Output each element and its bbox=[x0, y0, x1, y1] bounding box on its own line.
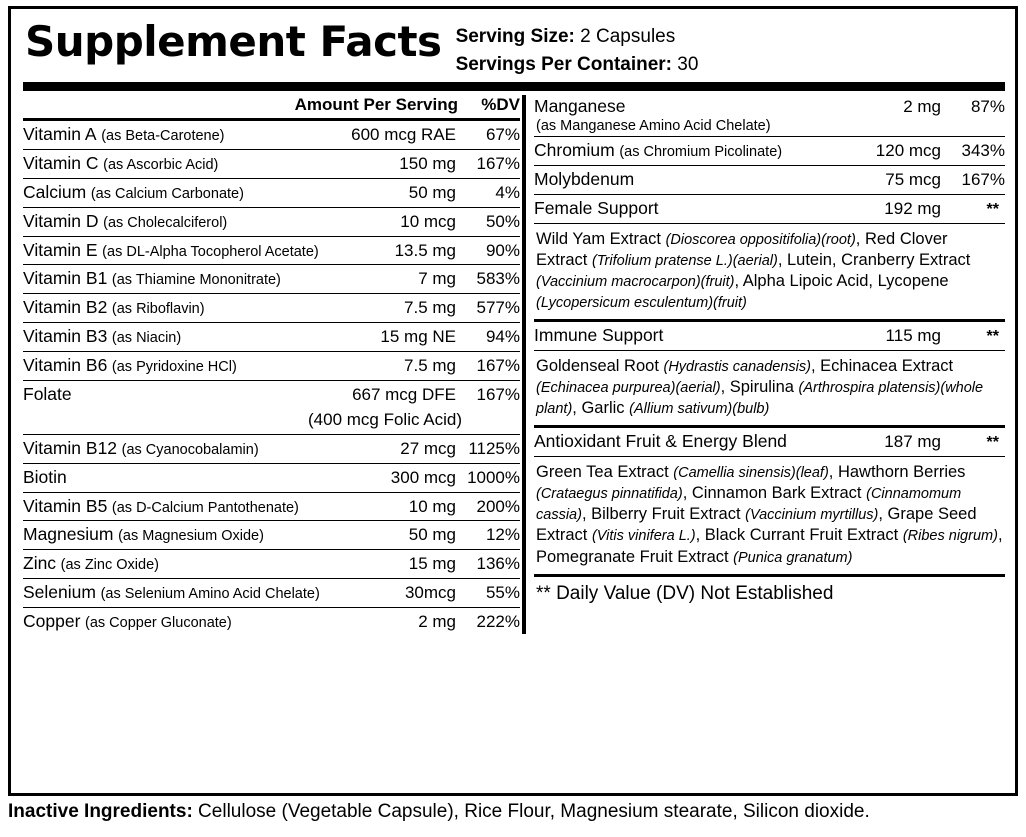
nutrient-name: Selenium (as Selenium Amino Acid Chelate) bbox=[23, 582, 320, 603]
column-divider bbox=[522, 95, 526, 634]
servings-per-container-value: 30 bbox=[677, 53, 699, 75]
nutrient-dv: 87% bbox=[970, 97, 1005, 117]
header-divider bbox=[23, 82, 1005, 91]
nutrient-amount: 30mcg bbox=[404, 583, 456, 603]
nutrient-dv: 1000% bbox=[467, 467, 520, 487]
nutrient-name: Vitamin E (as DL-Alpha Tocopherol Acetate) bbox=[23, 239, 319, 260]
serving-size-line bbox=[456, 23, 699, 51]
nutrient-amount: 50 mg bbox=[408, 525, 456, 545]
nutrient-amount: 2 mg bbox=[418, 612, 456, 632]
nutrient-name: Vitamin D (as Cholecalciferol) bbox=[23, 210, 228, 231]
table-row bbox=[23, 294, 520, 323]
nutrient-name: Vitamin B5 (as D-Calcium Pantothenate) bbox=[23, 495, 299, 516]
nutrient-amount: 150 mg bbox=[399, 153, 456, 173]
right-column bbox=[534, 93, 1005, 636]
blend-dv: ** bbox=[986, 434, 999, 452]
inactive-ingredients-label: Inactive Ingredients: bbox=[8, 801, 193, 822]
nutrient-dv: 50% bbox=[485, 211, 520, 231]
nutrient-amount: 10 mg bbox=[408, 496, 456, 516]
nutrient-amount: 50 mg bbox=[408, 182, 456, 202]
nutrient-amount: 75 mcg bbox=[885, 169, 941, 189]
blend-header-row bbox=[534, 428, 1005, 457]
table-row bbox=[534, 93, 1005, 118]
nutrient-dv: 4% bbox=[495, 182, 520, 202]
nutrient-dv: 12% bbox=[485, 525, 520, 545]
table-row bbox=[23, 352, 520, 381]
nutrient-dv: 94% bbox=[485, 327, 520, 347]
nutrient-name: Manganese bbox=[534, 96, 626, 117]
nutrient-name: Vitamin B3 (as Niacin) bbox=[23, 326, 182, 347]
folate-subline-row bbox=[23, 409, 520, 435]
nutrient-amount: 300 mcg bbox=[390, 467, 456, 487]
nutrient-amount: 10 mcg bbox=[400, 211, 456, 231]
inactive-ingredients-text: Cellulose (Vegetable Capsule), Rice Flour, Magnesium stearate, Silicon dioxide. bbox=[192, 801, 870, 822]
nutrient-dv: 200% bbox=[476, 496, 520, 516]
nutrient-dv: 1125% bbox=[468, 438, 520, 458]
table-row bbox=[23, 493, 520, 522]
page-title: Supplement Facts bbox=[25, 17, 442, 66]
table-row bbox=[23, 435, 520, 464]
nutrient-amount: 7.5 mg bbox=[404, 356, 456, 376]
nutrient-dv: 136% bbox=[476, 554, 520, 574]
table-row bbox=[534, 166, 1005, 195]
blend-amount: 192 mg bbox=[884, 198, 941, 218]
left-column bbox=[23, 93, 520, 636]
nutrient-dv: 343% bbox=[961, 140, 1005, 160]
nutrient-name: Copper (as Copper Gluconate) bbox=[23, 611, 232, 632]
amount-per-serving-header: Amount Per Serving bbox=[294, 95, 458, 115]
nutrient-dv: 67% bbox=[485, 125, 520, 145]
table-row bbox=[534, 137, 1005, 166]
nutrient-name: Chromium (as Chromium Picolinate) bbox=[534, 139, 783, 160]
table-row bbox=[23, 323, 520, 352]
blend-name: Immune Support bbox=[534, 325, 664, 346]
nutrient-dv: 167% bbox=[476, 356, 520, 376]
nutrient-amount: 13.5 mg bbox=[394, 240, 456, 260]
nutrient-dv: 583% bbox=[476, 269, 520, 289]
nutrient-name: Calcium (as Calcium Carbonate) bbox=[23, 181, 244, 202]
table-row bbox=[23, 265, 520, 294]
nutrient-name: Biotin bbox=[23, 466, 67, 487]
table-row bbox=[23, 521, 520, 550]
nutrient-dv: 167% bbox=[476, 384, 520, 404]
blend-dv: ** bbox=[986, 200, 999, 218]
servings-per-container-line bbox=[456, 51, 699, 79]
column-headers bbox=[23, 93, 520, 121]
blend-header-row bbox=[534, 322, 1005, 351]
nutrient-dv: 167% bbox=[961, 169, 1005, 189]
blend-amount: 187 mg bbox=[884, 432, 941, 452]
table-row bbox=[23, 208, 520, 237]
serving-info bbox=[456, 23, 699, 78]
blend-header-row bbox=[534, 195, 1005, 224]
table-row bbox=[23, 237, 520, 266]
blend-ingredients: Goldenseal Root (Hydrastis canadensis), Echinacea Extract (Echinacea purpurea)(aerial), Spirulina (Arthrospira platensis)(whole plant), Garlic (Allium sativum)(bulb) bbox=[534, 351, 1005, 428]
nutrient-dv: 222% bbox=[476, 612, 520, 632]
nutrient-amount: 2 mg bbox=[903, 97, 941, 117]
blend-ingredients: Wild Yam Extract (Dioscorea oppositifolia)(root), Red Clover Extract (Trifolium pratense L.)(aerial), Lutein, Cranberry Extract (Vaccinium macrocarpon)(fruit), Alpha Lipoic Acid, Lycopene (Lycopersicum esculentum)(fruit) bbox=[534, 224, 1005, 322]
blend-name: Female Support bbox=[534, 197, 659, 218]
servings-per-container-label: Servings Per Container: bbox=[455, 53, 673, 75]
nutrient-amount: 667 mcg DFE bbox=[352, 384, 456, 404]
nutrient-name: Magnesium (as Magnesium Oxide) bbox=[23, 524, 264, 545]
table-row bbox=[23, 121, 520, 150]
nutrition-columns bbox=[11, 93, 1015, 636]
nutrient-name: Vitamin C (as Ascorbic Acid) bbox=[23, 152, 219, 173]
nutrient-amount: 15 mg bbox=[408, 554, 456, 574]
nutrient-name: Vitamin A (as Beta-Carotene) bbox=[23, 124, 225, 145]
table-row bbox=[23, 179, 520, 208]
blend-dv: ** bbox=[986, 328, 999, 346]
nutrient-name: Zinc (as Zinc Oxide) bbox=[23, 553, 159, 574]
nutrient-dv: 577% bbox=[476, 298, 520, 318]
nutrient-dv: 90% bbox=[485, 240, 520, 260]
nutrient-name: Vitamin B1 (as Thiamine Mononitrate) bbox=[23, 268, 281, 289]
nutrient-name: Vitamin B12 (as Cyanocobalamin) bbox=[23, 437, 259, 458]
nutrient-amount: 15 mg NE bbox=[380, 327, 456, 347]
table-row bbox=[23, 381, 520, 409]
serving-size-label: Serving Size: bbox=[455, 26, 575, 47]
blend-amount: 115 mg bbox=[885, 326, 941, 346]
nutrient-dv: 167% bbox=[476, 153, 520, 173]
nutrient-amount: 27 mcg bbox=[400, 438, 456, 458]
nutrient-amount: 7 mg bbox=[418, 269, 456, 289]
blend-ingredients: Green Tea Extract (Camellia sinensis)(leaf), Hawthorn Berries (Crataegus pinnatifida), Cinnamon Bark Extract (Cinnamomum cassia), Bilberry Fruit Extract (Vaccinium myrtillus), Grape Seed Extract (Vitis vinifera L.), Black Currant Fruit Extract (Ribes nigrum), Pomegranate Fruit Extract (Punica granatum) bbox=[534, 457, 1005, 577]
manganese-source: (as Manganese Amino Acid Chelate) bbox=[534, 118, 1005, 137]
nutrient-amount: 7.5 mg bbox=[404, 298, 456, 318]
table-row bbox=[23, 150, 520, 179]
table-row bbox=[23, 608, 520, 636]
table-row bbox=[23, 550, 520, 579]
folate-subline: (400 mcg Folic Acid) bbox=[308, 409, 462, 429]
dv-header: %DV bbox=[481, 95, 520, 115]
nutrient-name: Folate bbox=[23, 383, 72, 404]
table-row bbox=[23, 464, 520, 493]
inactive-ingredients bbox=[8, 800, 1018, 825]
nutrient-amount: 600 mcg RAE bbox=[351, 125, 456, 145]
blend-name: Antioxidant Fruit & Energy Blend bbox=[534, 431, 787, 452]
nutrient-name: Molybdenum bbox=[534, 168, 635, 189]
nutrient-name: Vitamin B6 (as Pyridoxine HCl) bbox=[23, 355, 237, 376]
nutrient-amount: 120 mcg bbox=[875, 140, 941, 160]
nutrient-name: Vitamin B2 (as Riboflavin) bbox=[23, 297, 205, 318]
serving-size-value: 2 Capsules bbox=[580, 26, 676, 47]
supplement-facts-panel bbox=[8, 6, 1018, 796]
table-row bbox=[23, 579, 520, 608]
panel-header bbox=[11, 9, 1015, 78]
daily-value-note: ** Daily Value (DV) Not Established bbox=[536, 582, 834, 604]
nutrient-dv: 55% bbox=[485, 583, 520, 603]
